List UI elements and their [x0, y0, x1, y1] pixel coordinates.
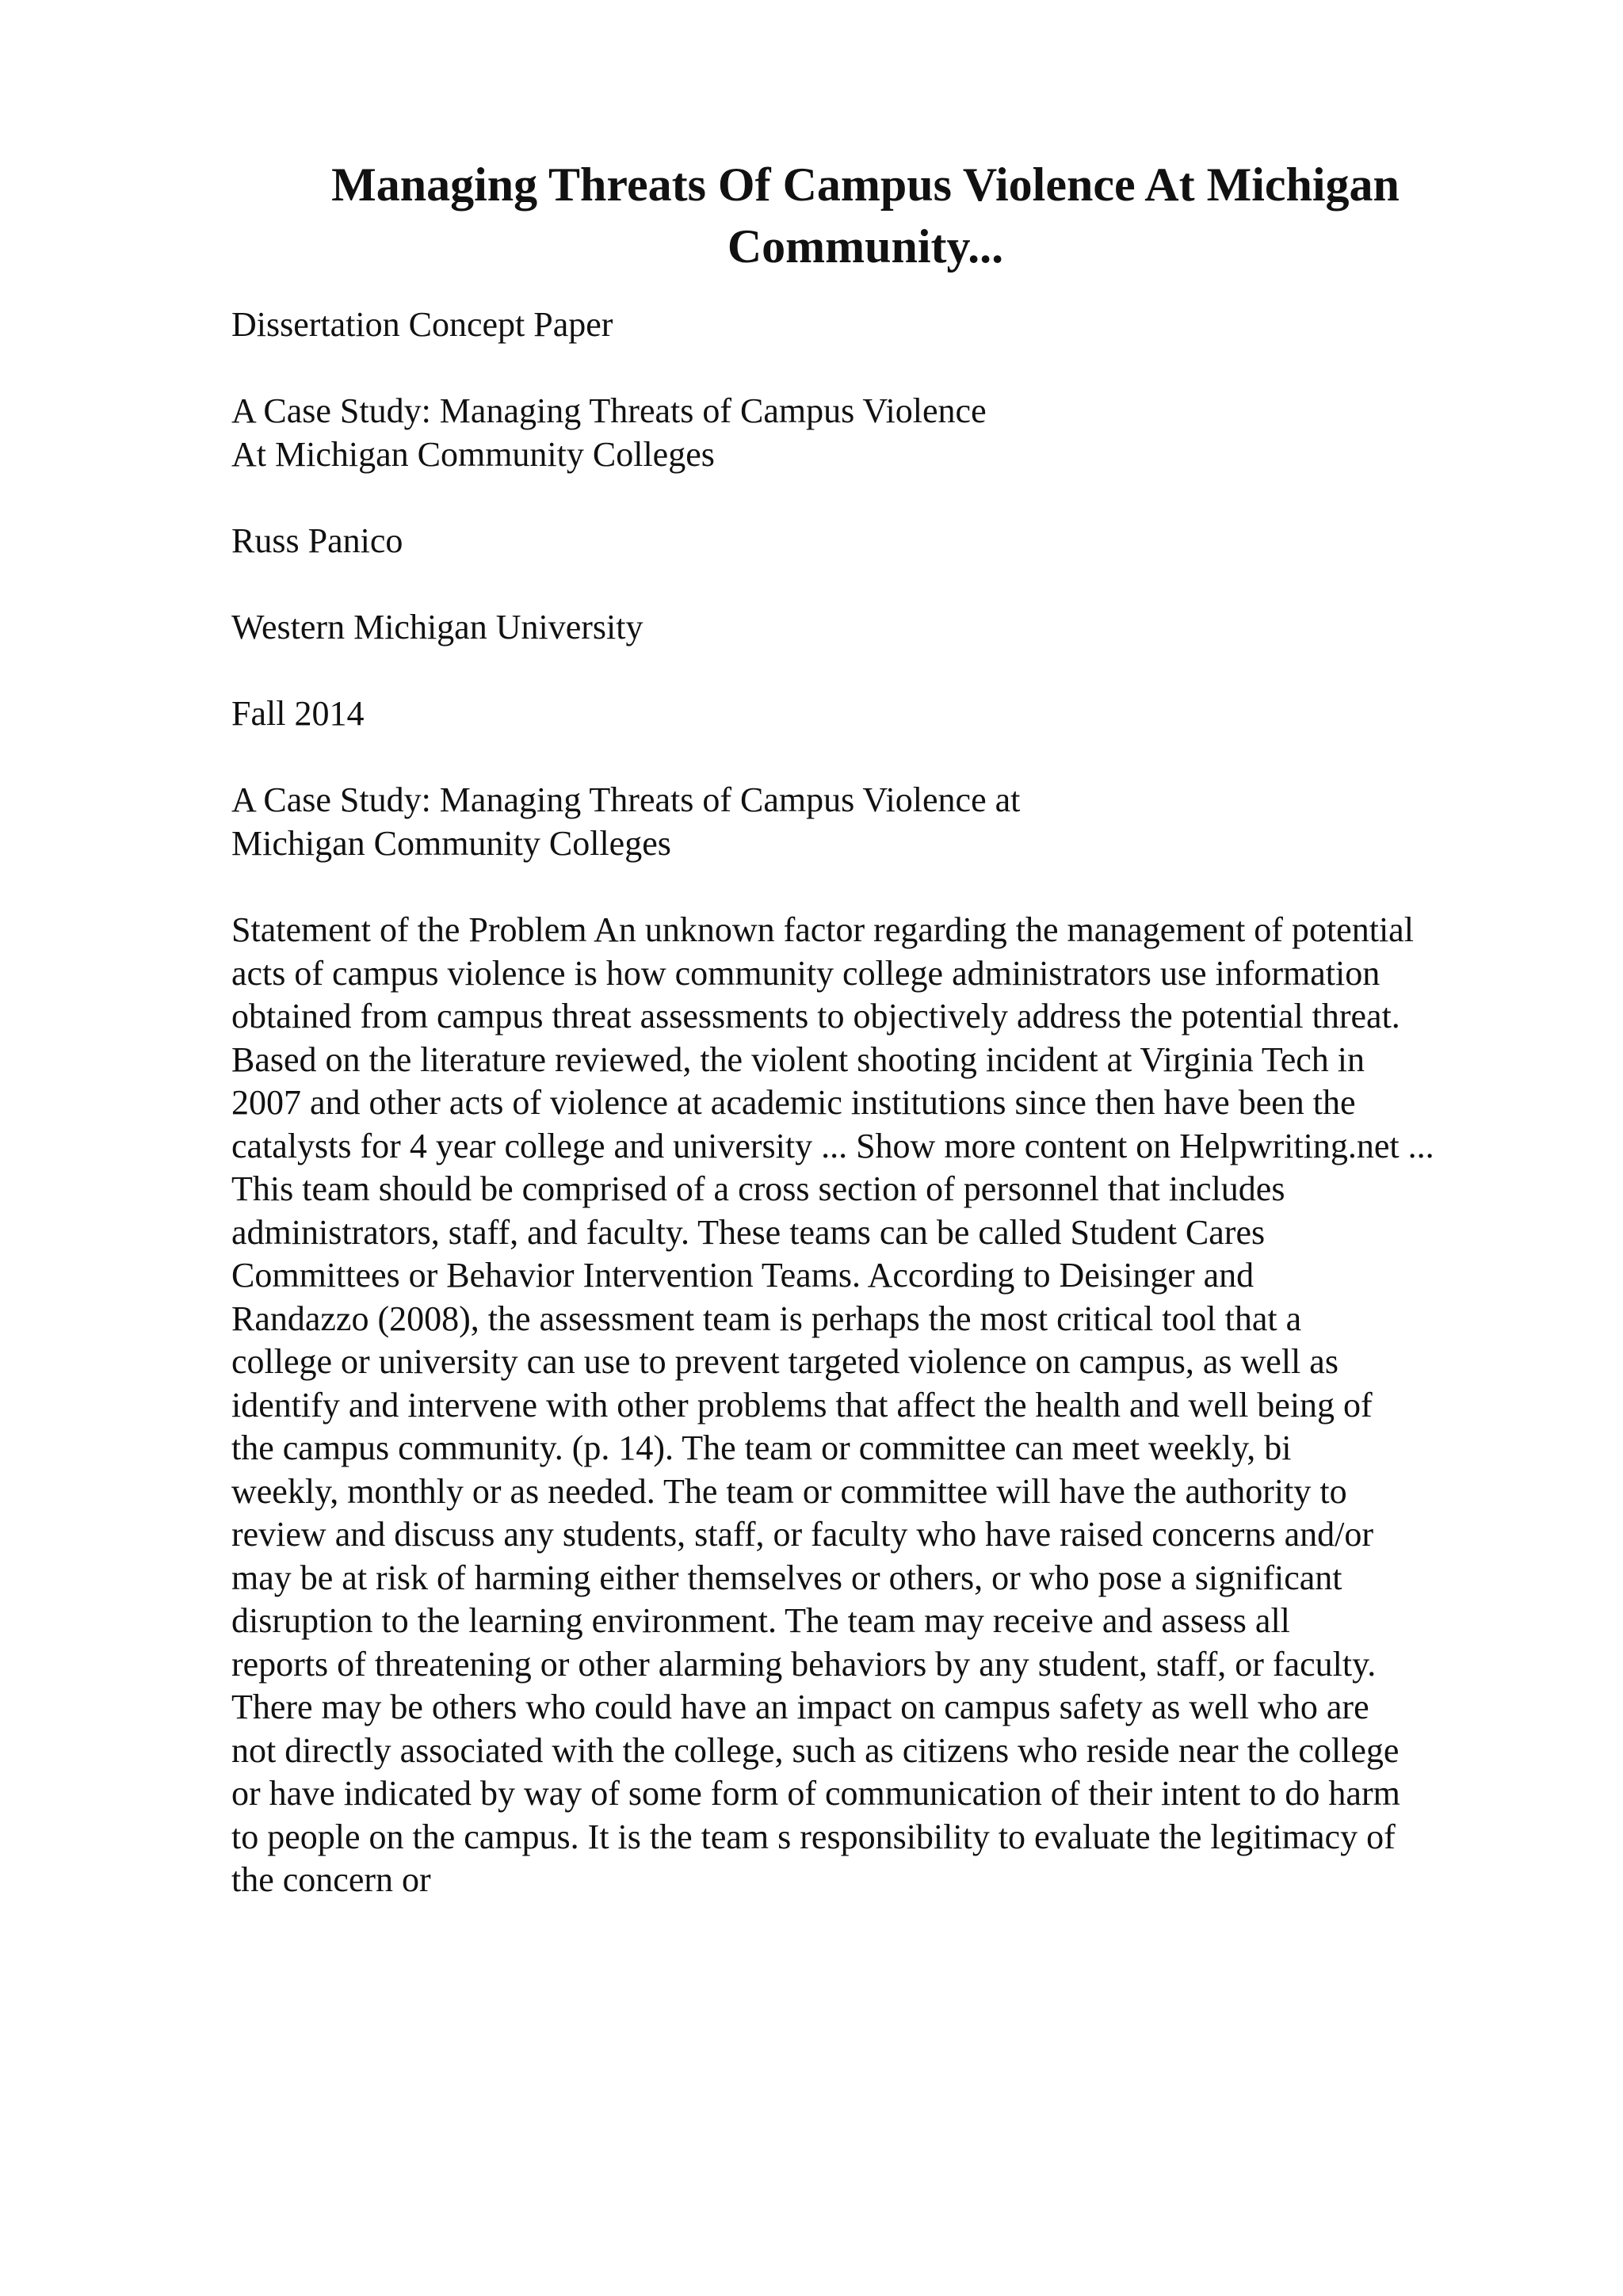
- body-line: weekly, monthly or as needed. The team or committee will have the authority to: [231, 1471, 1347, 1511]
- document-title: [231, 154, 1499, 277]
- institution-name: Western Michigan University: [231, 608, 643, 646]
- body-line: This team should be comprised of a cross section of personnel that includes: [231, 1169, 1285, 1208]
- body-line: review and discuss any students, staff, or faculty who have raised concerns and/or: [231, 1515, 1373, 1554]
- title-line: Managing Threats Of Campus Violence At Michigan: [331, 158, 1400, 211]
- academic-term: Fall 2014: [231, 694, 365, 733]
- body-paragraph: [231, 909, 1531, 1902]
- body-line: identify and intervene with other problems that affect the health and well being of: [231, 1385, 1373, 1425]
- body-line: disruption to the learning environment. The team may receive and assess all: [231, 1601, 1290, 1640]
- document-subtitle: Dissertation Concept Paper: [231, 305, 613, 344]
- body-line: 2007 and other acts of violence at academic institutions since then have been the: [231, 1083, 1356, 1122]
- case-study-title-line: Michigan Community Colleges: [231, 823, 671, 863]
- body-line: catalysts for 4 year college and university ... Show more content on Helpwriting.net ...: [231, 1126, 1434, 1165]
- body-line: the concern or: [231, 1860, 431, 1899]
- author-name: Russ Panico: [231, 521, 403, 560]
- body-line: acts of campus violence is how community college administrators use information: [231, 953, 1381, 993]
- case-study-title-line: A Case Study: Managing Threats of Campus Violence at: [231, 780, 1021, 819]
- body-line: not directly associated with the college, such as citizens who reside near the college: [231, 1730, 1400, 1770]
- body-line: Randazzo (2008), the assessment team is perhaps the most critical tool that a: [231, 1299, 1302, 1338]
- body-line: may be at risk of harming either themselves or others, or who pose a significant: [231, 1558, 1342, 1597]
- body-line: college or university can use to prevent targeted violence on campus, as well as: [231, 1342, 1338, 1381]
- case-study-title-line: At Michigan Community Colleges: [231, 434, 715, 474]
- body-line: or have indicated by way of some form of communication of their intent to do harm: [231, 1774, 1400, 1813]
- case-study-title-line: A Case Study: Managing Threats of Campus Violence: [231, 391, 987, 430]
- body-line: reports of threatening or other alarming behaviors by any student, staff, or faculty.: [231, 1644, 1377, 1684]
- body-line: There may be others who could have an impact on campus safety as well who are: [231, 1688, 1369, 1726]
- body-line: the campus community. (p. 14). The team or committee can meet weekly, bi: [231, 1428, 1292, 1467]
- title-line: Community...: [727, 220, 1004, 273]
- body-line: to people on the campus. It is the team s responsibility to evaluate the legitimacy of: [231, 1817, 1396, 1856]
- body-line: administrators, staff, and faculty. These teams can be called Student Cares: [231, 1212, 1266, 1252]
- case-study-title-repeat: [231, 779, 1531, 865]
- body-line: obtained from campus threat assessments to objectively address the potential threat.: [231, 997, 1400, 1035]
- body-line: Based on the literature reviewed, the violent shooting incident at Virginia Tech in: [231, 1039, 1365, 1079]
- case-study-title: [231, 390, 1531, 476]
- body-line: Statement of the Problem An unknown factor regarding the management of potential: [231, 910, 1414, 949]
- body-line: Committees or Behavior Intervention Teams. According to Deisinger and: [231, 1256, 1254, 1295]
